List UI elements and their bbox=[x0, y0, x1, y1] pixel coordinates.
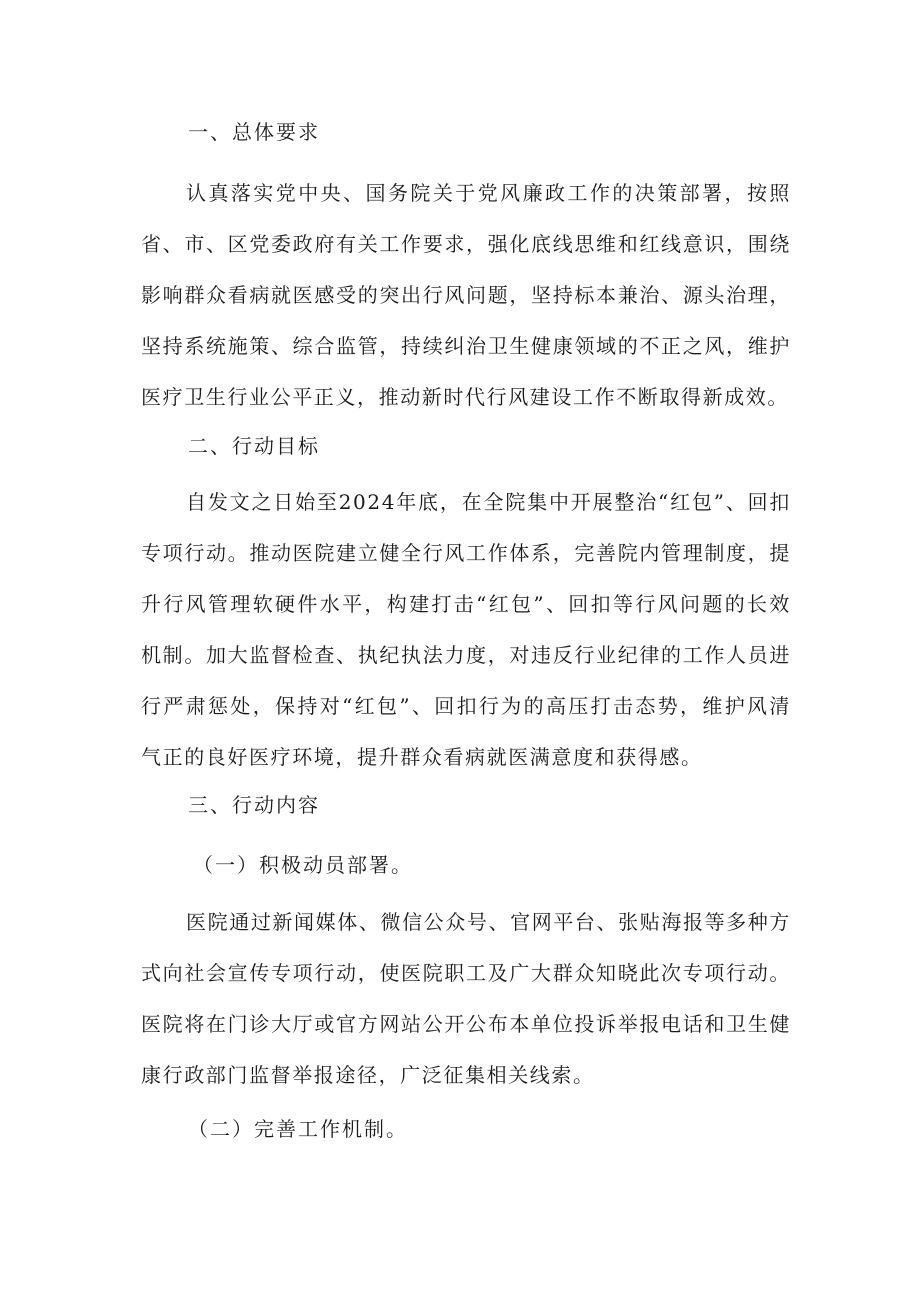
section-2-paragraph: 自发文之日始至2024年底，在全院集中开展整治“红包”、回扣专项行动。推动医院建立健全行风工作体系，完善院内管理制度，提升行风管理软硬件水平，构建打击“红包”、回扣等行风问题的长效机制。加大监督检查、执纪执法力度，对违反行业纪律的工作人员进行严肃惩处，保持对“红包”、回扣行为的高压打击态势，维护风清气正的良好医疗环境，提升群众看病就医满意度和获得感。 bbox=[141, 490, 791, 769]
section-1-paragraph: 认真落实党中央、国务院关于党风廉政工作的决策部署，按照省、市、区党委政府有关工作要求，强化底线思维和红线意识，围绕影响群众看病就医感受的突出行风问题，坚持标本兼治、源头治理，坚持系统施策、综合监管，持续纠治卫生健康领域的不正之风，维护医疗卫生行业公平正义，推动新时代行风建设工作不断取得新成效。 bbox=[141, 181, 791, 409]
section-1-heading: 一、总体要求 bbox=[188, 120, 320, 144]
subsection-1-paragraph: 医院通过新闻媒体、微信公众号、官网平台、张贴海报等多种方式向社会宣传专项行动，使医院职工及广大群众知晓此次专项行动。医院将在门诊大厅或官方网站公开公布本单位投诉举报电话和卫生健康行政部门监督举报途径，广泛征集相关线索。 bbox=[141, 910, 791, 1087]
subsection-2-heading: （二）完善工作机制。 bbox=[188, 1117, 408, 1141]
section-3-heading: 三、行动内容 bbox=[188, 793, 320, 817]
section-2-heading: 二、行动目标 bbox=[188, 434, 320, 458]
subsection-1-heading: （一）积极动员部署。 bbox=[193, 853, 413, 877]
